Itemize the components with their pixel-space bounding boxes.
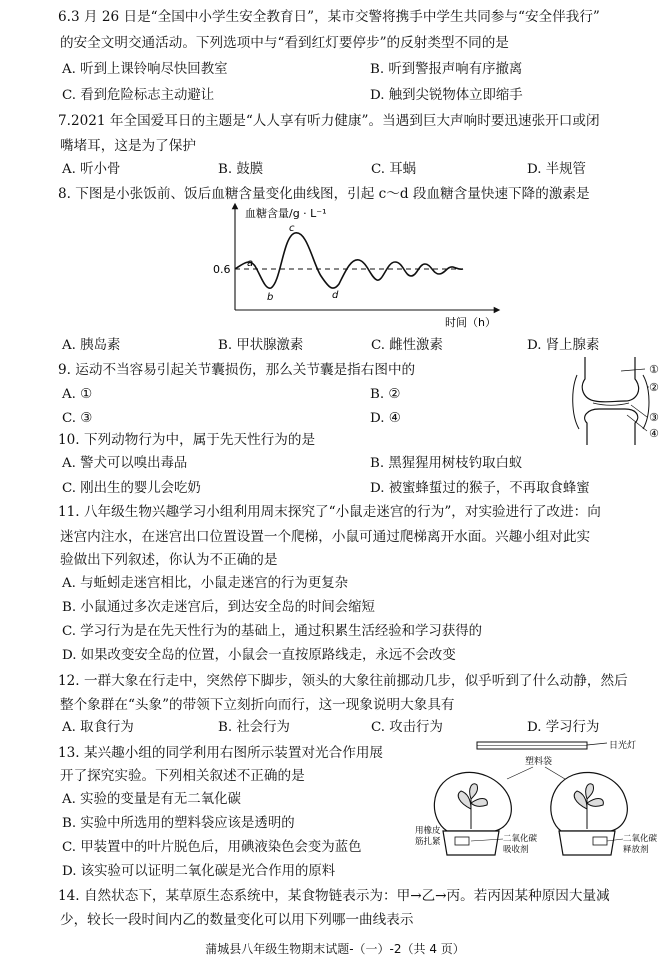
q7-stem-line2: 嘴堵耳，这是为了保护 — [60, 138, 196, 154]
q6-stem-line1: 6.3 月 26 日是“全国中小学生安全教育日”，某市交警将携手中学生共同参与“安全伴我行” — [58, 9, 600, 25]
q7-option-d: D. 半规管 — [527, 162, 586, 177]
q10-option-a: A. 警犬可以嗅出毒品 — [62, 456, 188, 471]
q9-stem-line1: 9. 运动不当容易引起关节囊损伤，那么关节囊是指右图中的 — [58, 362, 416, 378]
chart-curve — [235, 233, 463, 288]
joint-lower-bone — [585, 409, 638, 445]
q7-option-c: C. 耳蜗 — [371, 162, 417, 177]
release-label-1: 二氧化碳 — [623, 834, 658, 844]
q12-option-b: B. 社会行为 — [218, 720, 290, 735]
chart-point-a: a — [247, 258, 254, 269]
q9-option-c: C. ③ — [62, 411, 93, 426]
q14-stem-line1: 14. 自然状态下，某草原生态系统中，某食物链表示为：甲→乙→丙。若丙因某种原因大量减 — [58, 888, 610, 904]
band-label-2: 筋扎紧 — [415, 837, 441, 847]
q8-option-d: D. 肾上腺素 — [527, 338, 600, 353]
joint-label-2: ② — [649, 381, 659, 394]
q8-stem-line1: 8. 下图是小张饭前、饭后血糖含量变化曲线图，引起 c～d 段血糖含量快速下降的激素是 — [58, 186, 590, 202]
chart-point-c: c — [289, 223, 295, 234]
q9-option-b: B. ② — [370, 387, 401, 402]
q6-stem-line2: 的安全文明交通活动。下列选项中与“看到红灯要停步”的反射类型不同的是 — [60, 35, 509, 51]
q9-option-a: A. ① — [62, 387, 93, 402]
q8-option-c: C. 雌性激素 — [371, 338, 443, 353]
q7-option-b: B. 鼓膜 — [218, 162, 264, 177]
q8-option-b: B. 甲状腺激素 — [218, 338, 304, 353]
q10-stem-line1: 10. 下列动物行为中，属于先天性行为的是 — [58, 432, 316, 448]
page-footer: 蒲城县八年级生物期末试题-（一）-2（共 4 页） — [205, 942, 465, 956]
q8-option-a: A. 胰岛素 — [62, 338, 121, 353]
joint-upper-bone — [582, 357, 638, 402]
chart-point-d: d — [332, 290, 339, 301]
joint-label-3: ③ — [649, 411, 659, 424]
q9-option-d: D. ④ — [370, 411, 401, 426]
q13-stem-line2: 开了探究实验。下列相关叙述不正确的是 — [60, 768, 305, 784]
bag-label: 塑料袋 — [525, 757, 553, 767]
photosynthesis-apparatus — [415, 737, 665, 865]
q13-option-c: C. 甲装置中的叶片脱色后，用碘液染色会变为蓝色 — [62, 840, 362, 855]
band-label-1: 用橡皮 — [415, 826, 441, 836]
q12-option-c: C. 攻击行为 — [371, 720, 443, 735]
q13-option-a: A. 实验的变量是有无二氧化碳 — [62, 792, 241, 807]
chart-ylabel: 血糖含量/g · L⁻¹ — [245, 207, 327, 220]
q7-option-a: A. 听小骨 — [62, 162, 121, 177]
q11-option-b: B. 小鼠通过多次走迷宫后，到达安全岛的时间会缩短 — [62, 600, 375, 615]
chart-ref-tick: 0.6 — [213, 263, 231, 276]
q6-option-b: B. 听到警报声响有序撤离 — [370, 62, 523, 77]
q11-stem-line1: 11. 八年级生物兴趣学习小组利用周末探究了“小鼠走迷宫的行为”，对实验进行了改进：向 — [58, 504, 601, 520]
absorb-label-1: 二氧化碳 — [503, 834, 538, 844]
q7-stem-line1: 7.2021 年全国爱耳日的主题是“人人享有听力健康”。当遇到巨大声响时要迅速张开口或闭 — [58, 113, 600, 129]
release-label-2: 释放剂 — [623, 845, 649, 855]
blood-sugar-chart — [205, 200, 505, 332]
q12-option-d: D. 学习行为 — [527, 720, 600, 735]
q13-option-d: D. 该实验可以证明二氧化碳是光合作用的原料 — [62, 864, 336, 879]
q11-stem-line2: 迷宫内注水，在迷宫出口位置设置一个爬梯，小鼠可通过爬梯离开水面。兴趣小组对此实 — [60, 529, 591, 545]
joint-label-1: ① — [649, 363, 659, 376]
q11-option-d: D. 如果改变安全岛的位置，小鼠会一直按原路线走，永远不会改变 — [62, 648, 456, 663]
q14-stem-line2: 少，较长一段时间内乙的数量变化可以用下列哪一曲线表示 — [60, 912, 414, 928]
q11-stem-line3: 验做出下列叙述，你认为不正确的是 — [60, 552, 278, 568]
joint-figure — [565, 357, 665, 447]
q10-option-d: D. 被蜜蜂蜇过的猴子，不再取食蜂蜜 — [370, 481, 590, 496]
q13-option-b: B. 实验中所选用的塑料袋应该是透明的 — [62, 816, 295, 831]
q10-option-c: C. 刚出生的婴儿会吃奶 — [62, 481, 201, 496]
q6-option-a: A. 听到上课铃响尽快回教室 — [62, 62, 228, 77]
q12-option-a: A. 取食行为 — [62, 720, 134, 735]
joint-label-4: ④ — [649, 427, 659, 440]
pot-left — [443, 831, 499, 855]
lamp-label: 日光灯 — [609, 741, 637, 751]
q11-option-c: C. 学习行为是在先天性行为的基础上，通过积累生活经验和学习获得的 — [62, 624, 482, 639]
q6-option-d: D. 触到尖锐物体立即缩手 — [370, 88, 523, 103]
chart-point-b: b — [267, 292, 274, 303]
q13-stem-line1: 13. 某兴趣小组的同学利用右图所示装置对光合作用展 — [58, 745, 384, 761]
q6-option-c: C. 看到危险标志主动避让 — [62, 88, 215, 103]
q12-stem-line2: 整个象群在“头象”的带领下立刻折向而行，这一现象说明大象具有 — [60, 697, 455, 713]
q11-option-a: A. 与蚯蚓走迷宫相比，小鼠走迷宫的行为更复杂 — [62, 576, 348, 591]
q12-stem-line1: 12. 一群大象在行走中，突然停下脚步，领头的大象往前挪动几步，似乎听到了什么动静，然后 — [58, 673, 628, 689]
chart-xlabel: 时间（h） — [445, 316, 496, 329]
absorb-label-2: 吸收剂 — [503, 845, 529, 855]
q10-option-b: B. 黑猩猩用树枝钓取白蚁 — [370, 456, 523, 471]
